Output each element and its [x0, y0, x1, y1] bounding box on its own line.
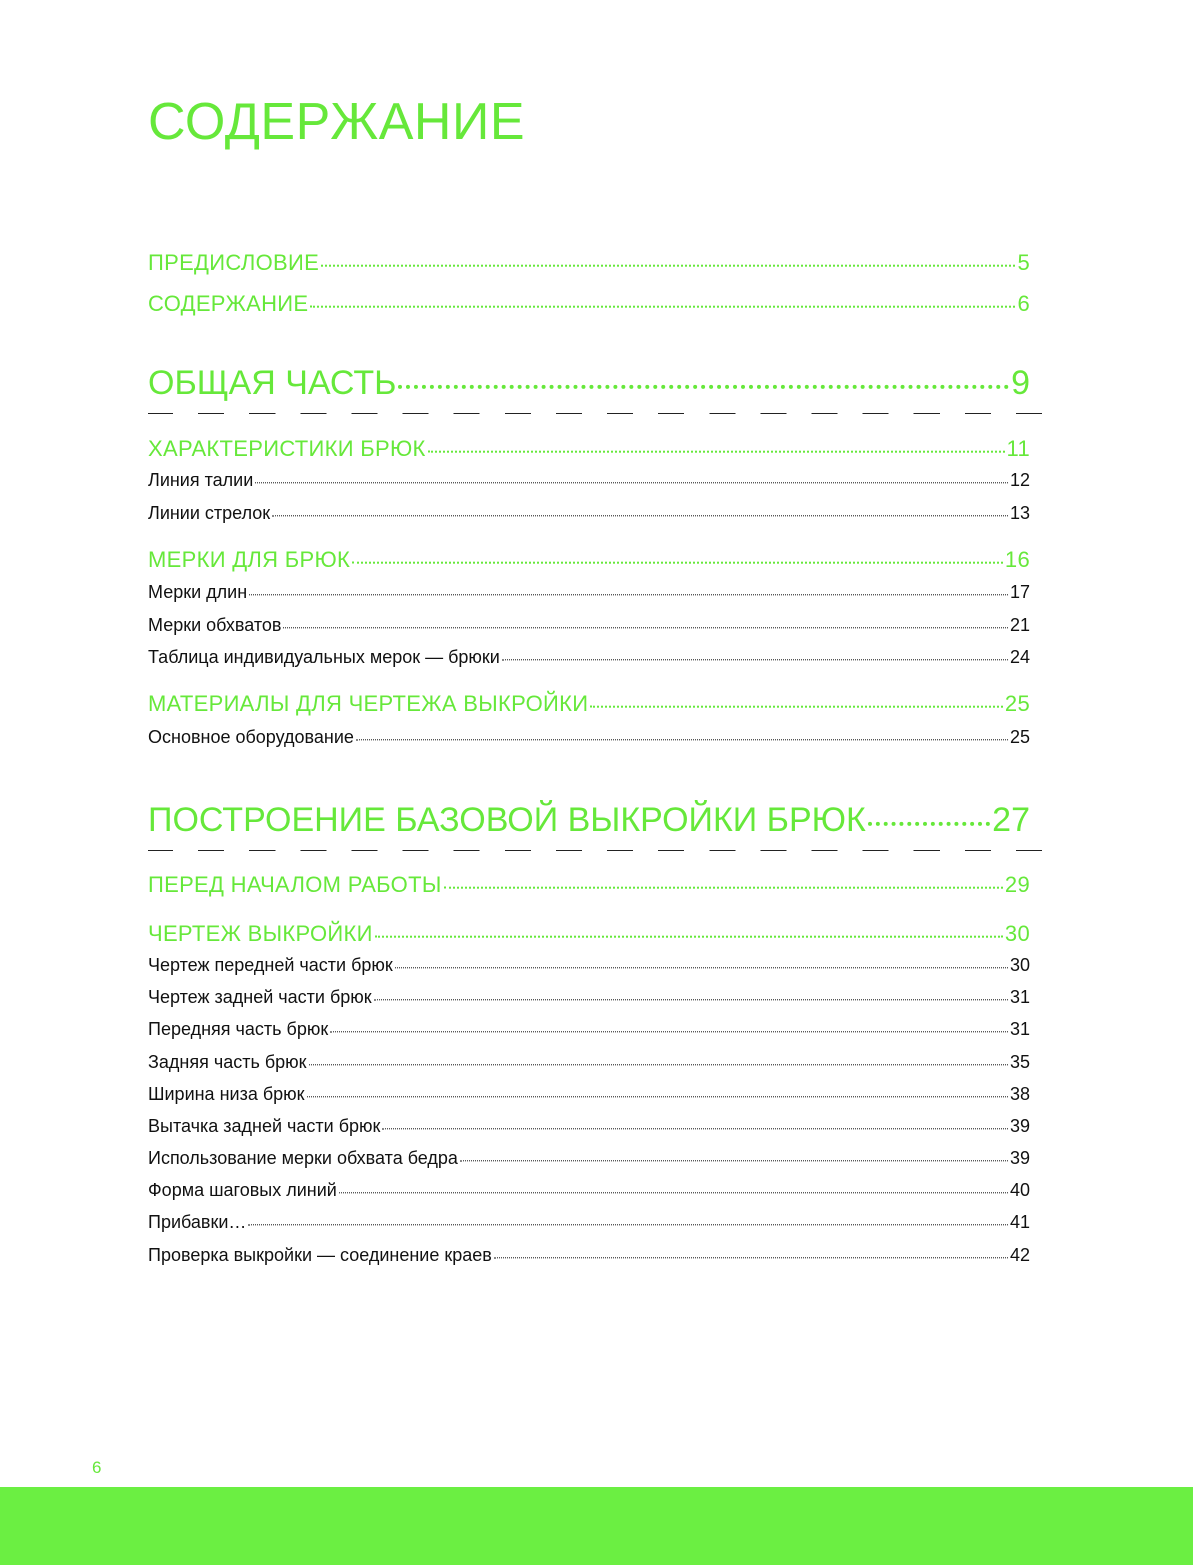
- toc-entry-page: 6: [1017, 291, 1030, 316]
- dot-leader: [374, 989, 1008, 1001]
- toc-subentry[interactable]: [148, 955, 1030, 976]
- toc-entry-preface[interactable]: [148, 250, 1030, 276]
- toc-entry-label: ПОСТРОЕНИЕ БАЗОВОЙ ВЫКРОЙКИ БРЮК: [148, 801, 866, 839]
- toc-entry-page: 5: [1017, 250, 1030, 275]
- toc-entry-label: Линия талии: [148, 470, 254, 490]
- dashed-divider: [148, 850, 1046, 851]
- dot-leader: [460, 1150, 1008, 1162]
- toc-entry-page: 30: [1004, 921, 1030, 946]
- toc-entry-page: 29: [1004, 872, 1030, 897]
- toc-entry-label: Чертеж задней части брюк: [148, 987, 372, 1007]
- toc-entry-page: 17: [1009, 582, 1030, 602]
- toc-entry-label: Мерки обхватов: [148, 615, 282, 635]
- dot-leader: [248, 1214, 1008, 1226]
- toc-entry-page: 24: [1009, 647, 1030, 667]
- toc-entry-page: 31: [1009, 1019, 1030, 1039]
- toc-subentry[interactable]: [148, 470, 1030, 491]
- dot-leader: [255, 472, 1008, 484]
- toc-entry-page: 39: [1009, 1116, 1030, 1136]
- toc-subentry[interactable]: [148, 1116, 1030, 1137]
- toc-entry-label: Использование мерки обхвата бедра: [148, 1148, 458, 1168]
- toc-entry-page: 25: [1009, 727, 1030, 747]
- dot-leader: [339, 1182, 1008, 1194]
- dot-leader: [395, 957, 1008, 969]
- dot-leader: [428, 438, 1005, 453]
- toc-subentry[interactable]: [148, 503, 1030, 524]
- toc-entry-page: 9: [1011, 364, 1030, 402]
- toc-entry-page: 11: [1006, 436, 1030, 461]
- dot-leader: [494, 1247, 1008, 1259]
- toc-section[interactable]: [148, 691, 1030, 717]
- toc-entry-label: ПЕРЕД НАЧАЛОМ РАБОТЫ: [148, 872, 442, 897]
- dot-leader: [382, 1118, 1008, 1130]
- toc-entry-page: 21: [1009, 615, 1030, 635]
- dot-leader: [310, 293, 1015, 308]
- dot-leader: [444, 874, 1003, 889]
- toc-entry-page: 42: [1009, 1245, 1030, 1265]
- toc-section[interactable]: [148, 921, 1030, 947]
- toc-entry-label: Передняя часть брюк: [148, 1019, 329, 1039]
- dot-leader: [590, 693, 1003, 708]
- toc-entry-page: 39: [1009, 1148, 1030, 1168]
- toc-entry-page: 31: [1009, 987, 1030, 1007]
- toc-subentry[interactable]: [148, 1052, 1030, 1073]
- dot-leader: [356, 729, 1008, 741]
- toc-entry-label: СОДЕРЖАНИЕ: [148, 291, 309, 316]
- toc-entry-contents[interactable]: [148, 291, 1030, 317]
- toc-entry-label: Чертеж передней части брюк: [148, 955, 393, 975]
- toc-entry-label: МЕРКИ ДЛЯ БРЮК: [148, 547, 351, 572]
- toc-entry-label: МАТЕРИАЛЫ ДЛЯ ЧЕРТЕЖА ВЫКРОЙКИ: [148, 691, 589, 716]
- dot-leader: [352, 549, 1003, 564]
- toc-entry-label: Линии стрелок: [148, 503, 271, 523]
- dot-leader: [330, 1021, 1008, 1033]
- toc-entry-page: 13: [1009, 503, 1030, 523]
- dot-leader: [272, 505, 1008, 517]
- toc-section[interactable]: [148, 872, 1030, 898]
- dot-leader: [307, 1086, 1008, 1098]
- toc-subentry[interactable]: [148, 615, 1030, 636]
- toc-part-general[interactable]: [148, 364, 1030, 403]
- toc-entry-page: 27: [992, 801, 1030, 839]
- toc-entry-label: Проверка выкройки — соединение краев: [148, 1245, 492, 1265]
- toc-subentry[interactable]: [148, 582, 1030, 603]
- toc-section[interactable]: [148, 436, 1030, 462]
- toc-section[interactable]: [148, 547, 1030, 573]
- toc-subentry[interactable]: [148, 1019, 1030, 1040]
- toc-subentry[interactable]: [148, 1084, 1030, 1105]
- toc-entry-label: ХАРАКТЕРИСТИКИ БРЮК: [148, 436, 426, 461]
- dot-leader: [868, 802, 990, 826]
- page-title: СОДЕРЖАНИЕ: [148, 93, 526, 151]
- dot-leader: [249, 584, 1008, 596]
- toc-entry-label: Задняя часть брюк: [148, 1052, 307, 1072]
- page-number: 6: [92, 1458, 102, 1477]
- toc-subentry[interactable]: [148, 1148, 1030, 1169]
- toc-entry-page: 30: [1009, 955, 1030, 975]
- dot-leader: [321, 252, 1015, 267]
- dot-leader: [283, 617, 1008, 629]
- toc-entry-page: 40: [1009, 1180, 1030, 1200]
- toc-part-construction[interactable]: [148, 801, 1030, 840]
- toc-entry-label: Прибавки…: [148, 1212, 247, 1232]
- toc-entry-label: Ширина низа брюк: [148, 1084, 305, 1104]
- toc-subentry[interactable]: [148, 1212, 1030, 1233]
- toc-entry-label: ПРЕДИСЛОВИЕ: [148, 250, 320, 275]
- toc-subentry[interactable]: [148, 727, 1030, 748]
- dot-leader: [309, 1054, 1008, 1066]
- toc-entry-page: 35: [1009, 1052, 1030, 1072]
- toc-entry-label: ОБЩАЯ ЧАСТЬ: [148, 364, 397, 402]
- toc-entry-label: Форма шаговых линий: [148, 1180, 337, 1200]
- dashed-divider: [148, 413, 1046, 414]
- toc-entry-label: Таблица индивидуальных мерок — брюки: [148, 647, 500, 667]
- footer-band: [0, 1487, 1193, 1565]
- toc-entry-label: Мерки длин: [148, 582, 248, 602]
- toc-subentry[interactable]: [148, 987, 1030, 1008]
- toc-subentry[interactable]: [148, 647, 1030, 668]
- toc-entry-label: Основное оборудование: [148, 727, 354, 747]
- dot-leader: [375, 923, 1003, 938]
- toc-entry-page: 25: [1004, 691, 1030, 716]
- toc-entry-page: 12: [1009, 470, 1030, 490]
- toc-entry-page: 41: [1009, 1212, 1030, 1232]
- toc-entry-page: 38: [1009, 1084, 1030, 1104]
- toc-subentry[interactable]: [148, 1245, 1030, 1266]
- toc-entry-label: ЧЕРТЕЖ ВЫКРОЙКИ: [148, 921, 373, 946]
- toc-subentry[interactable]: [148, 1180, 1030, 1201]
- dot-leader: [502, 649, 1008, 661]
- dot-leader: [398, 365, 1009, 389]
- toc-entry-page: 16: [1004, 547, 1030, 572]
- toc-entry-label: Вытачка задней части брюк: [148, 1116, 381, 1136]
